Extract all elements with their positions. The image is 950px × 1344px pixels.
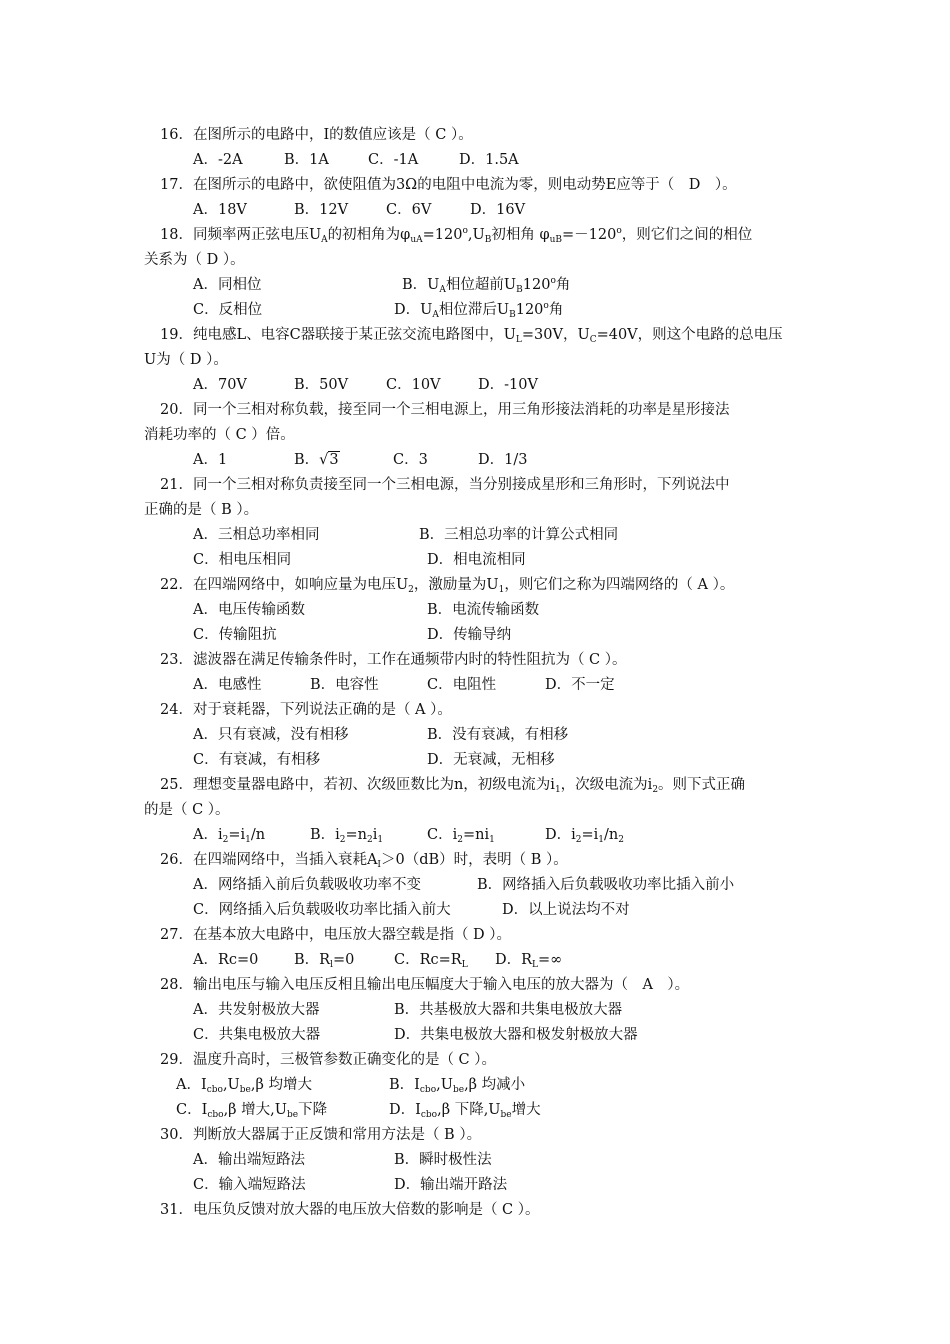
question-31: 31．电压负反馈对放大器的电压放大倍数的影响是（ C ）。 bbox=[160, 1202, 540, 1218]
option-d: D．1/3 bbox=[478, 452, 528, 468]
question-19-continued: U为（ D ）。 bbox=[144, 352, 228, 368]
option-d: D．不一定 bbox=[545, 677, 615, 693]
option-a: A．Rc=0 bbox=[193, 952, 259, 968]
question-30: 30．判断放大器属于正反馈和常用方法是（ B ）。 bbox=[160, 1127, 482, 1143]
option-d: D．16V bbox=[470, 202, 526, 218]
option-b: B．$I_{cbo},U_{be},\beta$ 均减小 bbox=[389, 1077, 526, 1095]
question-24: 24．对于衰耗器，下列说法正确的是（ A ）。 bbox=[160, 702, 452, 718]
option-a: A．-2A bbox=[193, 152, 243, 168]
question-29: 29．温度升高时，三极管参数正确变化的是（ C ）。 bbox=[160, 1052, 497, 1068]
option-d: D．以上说法均不对 bbox=[502, 902, 630, 918]
question-20: 20．同一个三相对称负载，接至同一个三相电源上，用三角形接法消耗的功率是星形接法 bbox=[160, 402, 730, 418]
question-28: 28．输出电压与输入电压反相且输出电压幅度大于输入电压的放大器为（ A ）。 bbox=[160, 977, 690, 993]
option-b: B．$i_2=n_2i_1$ bbox=[310, 827, 384, 845]
option-c: C．$I_{cbo},\beta$ 增大$,U_{be}$下降 bbox=[176, 1102, 328, 1120]
question-22: 22．在四端网络中，如响应量为电压$U_2$，激励量为$U_1$，则它们之称为四端网络的（ A ）。 bbox=[160, 577, 735, 595]
option-d: D．-10V bbox=[478, 377, 538, 393]
option-c: C．相电压相同 bbox=[193, 552, 292, 568]
option-c: C．-1A bbox=[368, 152, 419, 168]
option-b: B．电容性 bbox=[310, 677, 379, 693]
option-d: D．共集电极放大器和极发射极放大器 bbox=[394, 1027, 638, 1043]
option-b: B．1A bbox=[284, 152, 329, 168]
option-a: A．电感性 bbox=[193, 677, 262, 693]
question-20-continued: 消耗功率的（ C ）倍。 bbox=[144, 427, 295, 443]
option-d: D．$i_2=i_1/n_2$ bbox=[545, 827, 624, 845]
option-c: C．$i_2=ni_1$ bbox=[427, 827, 495, 845]
question-17: 17．在图所示的电路中，欲使阻值为3Ω的电阻中电流为零，则电动势E应等于（ D ）。 bbox=[160, 177, 737, 193]
option-d: D．$R_L=\infty$ bbox=[495, 952, 563, 970]
option-c: C．$Rc=R_L$ bbox=[394, 952, 468, 970]
option-b: B．$U_A$相位超前$U_B120^o$角 bbox=[402, 276, 571, 295]
option-a: A．$i_2=i_1/n$ bbox=[193, 827, 266, 845]
question-23: 23．滤波器在满足传输条件时，工作在通频带内时的特性阻抗为（ C ）。 bbox=[160, 652, 627, 668]
question-18-continued: 关系为（ D ）。 bbox=[144, 252, 245, 268]
option-d: D．$U_A$相位滞后$U_B120^o$角 bbox=[394, 301, 564, 320]
option-c: C．传输阻抗 bbox=[193, 627, 277, 643]
question-19: 19．纯电感L、电容C器联接于某正弦交流电路图中，$U_L=30V$，$U_C=40V$，则这个电路的总电压 bbox=[160, 327, 783, 345]
option-c: C．共集电极放大器 bbox=[193, 1027, 321, 1043]
option-c: C．电阻性 bbox=[427, 677, 497, 693]
option-d: D．1.5A bbox=[459, 152, 519, 168]
option-c: C．网络插入后负载吸收功率比插入前大 bbox=[193, 902, 451, 918]
option-b: B．50V bbox=[294, 377, 349, 393]
option-c: C．6V bbox=[386, 202, 432, 218]
question-26: 26．在四端网络中，当插入衰耗$A_I>0(dB)$时，表明（ B ）。 bbox=[160, 852, 568, 870]
option-b: B．网络插入后负载吸收功率比插入前小 bbox=[477, 877, 735, 893]
question-21: 21．同一个三相对称负责接至同一个三相电源，当分别接成星形和三角形时，下列说法中 bbox=[160, 477, 730, 493]
option-a: A．同相位 bbox=[193, 277, 262, 293]
option-b: B．没有衰减，有相移 bbox=[427, 727, 569, 743]
option-c: C．输入端短路法 bbox=[193, 1177, 306, 1193]
option-d: D．传输导纳 bbox=[427, 627, 512, 643]
option-a: A．70V bbox=[193, 377, 247, 393]
option-c: C．有衰减，有相移 bbox=[193, 752, 321, 768]
option-b: B．√3 bbox=[294, 452, 339, 468]
question-27: 27．在基本放大电路中，电压放大器空载是指（ D ）。 bbox=[160, 927, 512, 943]
question-25-continued: 的是（ C ）。 bbox=[144, 802, 230, 818]
option-d: D．$I_{cbo},\beta$ 下降$,U_{be}$增大 bbox=[389, 1102, 541, 1120]
option-b: B．共基极放大器和共集电极放大器 bbox=[394, 1002, 623, 1018]
option-a: A．输出端短路法 bbox=[193, 1152, 305, 1168]
question-25: 25．理想变量器电路中，若初、次级匝数比为n，初级电流为$i_1$，次级电流为$i_2$。则下式正确 bbox=[160, 777, 746, 795]
option-d: D．相电流相同 bbox=[427, 552, 526, 568]
square-root-symbol: √3 bbox=[319, 452, 339, 468]
option-a: A．电压传输函数 bbox=[193, 602, 305, 618]
option-d: D．无衰减，无相移 bbox=[427, 752, 555, 768]
option-a: A．1 bbox=[193, 452, 228, 468]
option-b: B．电流传输函数 bbox=[427, 602, 540, 618]
option-c: C．10V bbox=[386, 377, 441, 393]
question-18: 18．同频率两正弦电压$U_A$的初相角为$\varphi_{uA}=120^o,U_B$初相角 $\varphi_{uB}=-120^o$，则它们之间的相位 bbox=[160, 226, 753, 245]
option-a: A．三相总功率相同 bbox=[193, 527, 320, 543]
option-a: A．$I_{cbo},U_{be},\beta$ 均增大 bbox=[176, 1077, 312, 1095]
option-c: C．3 bbox=[393, 452, 428, 468]
option-b: B．$R_l=0$ bbox=[294, 952, 355, 970]
option-b: B．12V bbox=[294, 202, 349, 218]
option-a: A．只有衰减，没有相移 bbox=[193, 727, 349, 743]
option-b: B．三相总功率的计算公式相同 bbox=[419, 527, 619, 543]
question-21-continued: 正确的是（ B ）。 bbox=[144, 502, 259, 518]
option-b: B．瞬时极性法 bbox=[394, 1152, 492, 1168]
option-c: C．反相位 bbox=[193, 302, 263, 318]
option-a: A．网络插入前后负载吸收功率不变 bbox=[193, 877, 421, 893]
option-d: D．输出端开路法 bbox=[394, 1177, 508, 1193]
option-a: A．18V bbox=[193, 202, 247, 218]
question-16: 16．在图所示的电路中，I的数值应该是（ C ）。 bbox=[160, 127, 473, 143]
option-a: A．共发射极放大器 bbox=[193, 1002, 320, 1018]
